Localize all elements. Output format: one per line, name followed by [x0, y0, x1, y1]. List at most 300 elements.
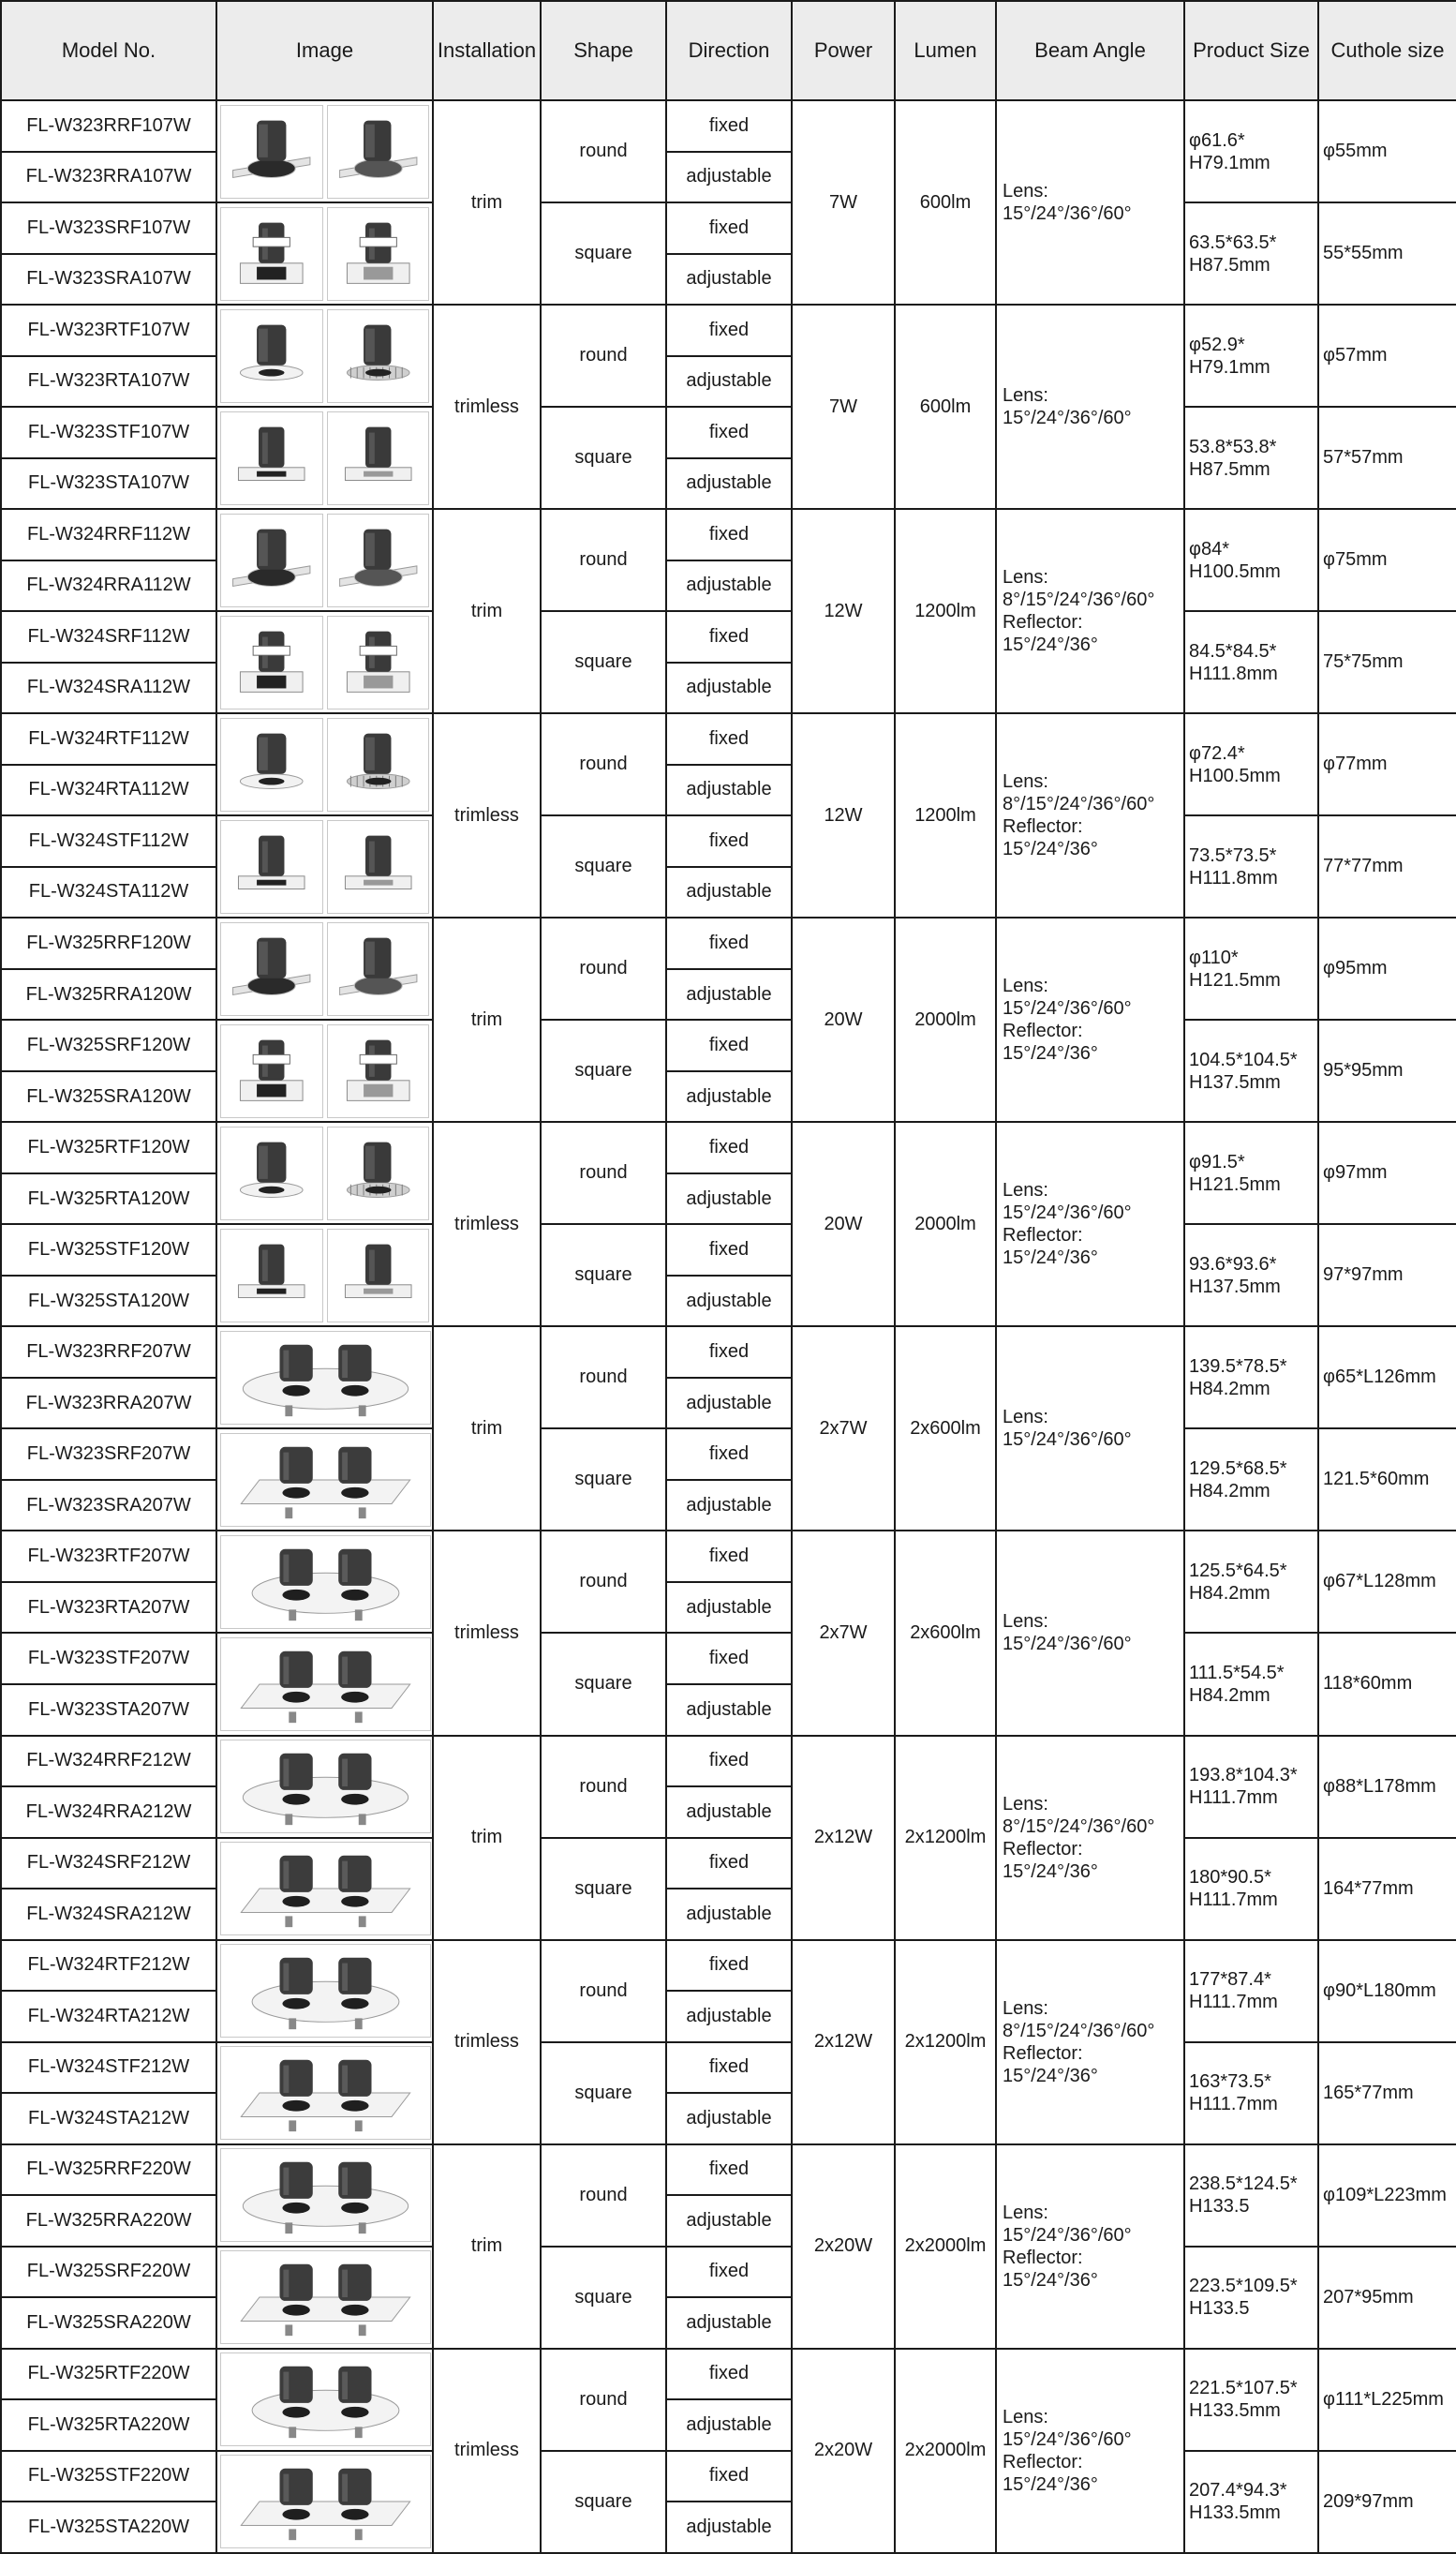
product-size-line: 53.8*53.8* [1189, 436, 1277, 457]
beam-angle-lines [1003, 1997, 1183, 2087]
product-image-pair [220, 1637, 429, 1731]
direction-value: adjustable [666, 152, 792, 203]
power-value: 2x20W [792, 2144, 895, 2349]
product-photo-adjustable [327, 309, 430, 403]
beam-angle-line: 15°/24°/36° [1003, 2269, 1098, 2291]
direction-value: fixed [666, 305, 792, 356]
product-photo [220, 1331, 431, 1425]
model-number: FL-W325SRA120W [1, 1071, 216, 1123]
table-row [1, 2349, 1456, 2400]
direction-value: fixed [666, 2247, 792, 2298]
table-row [1, 407, 1456, 458]
shape-value: square [541, 1428, 666, 1531]
product-photo-fixed [220, 1024, 323, 1118]
shape-value: round [541, 1326, 666, 1428]
model-number: FL-W323RRF207W [1, 1326, 216, 1378]
direction-value: adjustable [666, 867, 792, 919]
beam-angle-line: Reflector: [1003, 816, 1083, 838]
beam-angle-line: 15°/24°/36°/60° [1003, 408, 1132, 429]
table-row [1, 1122, 1456, 1173]
shape-value: square [541, 815, 666, 918]
shape-value: square [541, 2247, 666, 2349]
shape-value: round [541, 305, 666, 407]
model-number: FL-W324RRA212W [1, 1786, 216, 1838]
product-size-value [1184, 2042, 1318, 2144]
shape-value: square [541, 611, 666, 713]
model-number: FL-W323RTA207W [1, 1582, 216, 1634]
model-number: FL-W323STF107W [1, 407, 216, 458]
product-size-line: 84.5*84.5* [1189, 640, 1277, 662]
table-row [1, 2144, 1456, 2196]
direction-value: adjustable [666, 254, 792, 306]
shape-value: square [541, 1633, 666, 1735]
beam-angle-value [996, 1326, 1184, 1531]
product-size-line: 139.5*78.5* [1189, 1355, 1287, 1377]
power-value: 2x7W [792, 1531, 895, 1735]
beam-angle-value [996, 100, 1184, 305]
table-row [1, 1224, 1456, 1276]
installation-type: trim [433, 918, 541, 1122]
lumen-value: 2000lm [895, 1122, 996, 1326]
product-size-value [1184, 2144, 1318, 2247]
beam-angle-line: Lens: [1003, 1611, 1048, 1633]
model-number: FL-W324RTF212W [1, 1940, 216, 1992]
direction-value: adjustable [666, 2399, 792, 2451]
product-photo [220, 1637, 431, 1731]
product-size-line: H87.5mm [1189, 254, 1270, 276]
header-beam-angle: Beam Angle [996, 1, 1184, 100]
lumen-value: 2000lm [895, 918, 996, 1122]
header-direction: Direction [666, 1, 792, 100]
model-number: FL-W325RRF120W [1, 918, 216, 969]
direction-value: fixed [666, 202, 792, 254]
table-body [1, 100, 1456, 2553]
header-product-size: Product Size [1184, 1, 1318, 100]
beam-angle-lines [1003, 975, 1183, 1065]
shape-value: square [541, 2042, 666, 2144]
cuthole-size-value: 118*60mm [1318, 1633, 1456, 1735]
product-size-line: H111.7mm [1189, 1787, 1278, 1809]
direction-value: adjustable [666, 1173, 792, 1225]
product-size-line: 111.5*54.5* [1189, 1662, 1285, 1683]
beam-angle-line: 15°/24°/36°/60° [1003, 2428, 1132, 2450]
direction-value: fixed [666, 1736, 792, 1787]
product-size-line: 207.4*94.3* [1189, 2480, 1287, 2502]
product-image-pair [220, 1842, 429, 1935]
lumen-value: 1200lm [895, 713, 996, 918]
direction-value: adjustable [666, 1991, 792, 2042]
beam-angle-line: Reflector: [1003, 1838, 1083, 1859]
product-image-cell [216, 1122, 433, 1224]
direction-value: fixed [666, 1940, 792, 1992]
product-size-line: 63.5*63.5* [1189, 232, 1277, 253]
product-image-cell [216, 1428, 433, 1531]
lumen-value: 1200lm [895, 509, 996, 713]
direction-value: adjustable [666, 1889, 792, 1940]
product-photo [220, 1944, 431, 2038]
product-image-cell [216, 1326, 433, 1428]
installation-type: trimless [433, 1531, 541, 1735]
product-image-pair [220, 207, 429, 301]
installation-type: trim [433, 100, 541, 305]
power-value: 2x20W [792, 2349, 895, 2553]
direction-value: fixed [666, 815, 792, 867]
beam-angle-line: 8°/15°/24°/36°/60° [1003, 794, 1155, 815]
direction-value: fixed [666, 1531, 792, 1582]
cuthole-size-value: φ77mm [1318, 713, 1456, 815]
cuthole-size-value: 75*75mm [1318, 611, 1456, 713]
product-photo-fixed [220, 309, 323, 403]
header-row [1, 1, 1456, 100]
product-image-pair [220, 1535, 429, 1629]
product-image-pair [220, 2250, 429, 2344]
lumen-value: 2x600lm [895, 1326, 996, 1531]
product-size-line: H111.7mm [1189, 1992, 1278, 2013]
table-row [1, 1020, 1456, 1071]
product-size-value [1184, 611, 1318, 713]
cuthole-size-value: 165*77mm [1318, 2042, 1456, 2144]
header-model: Model No. [1, 1, 216, 100]
product-photo-fixed [220, 105, 323, 199]
product-photo-fixed [220, 616, 323, 709]
product-photo-fixed [220, 1229, 323, 1322]
cuthole-size-value: 207*95mm [1318, 2247, 1456, 2349]
lumen-value: 600lm [895, 100, 996, 305]
beam-angle-value [996, 713, 1184, 918]
installation-type: trimless [433, 1940, 541, 2144]
beam-angle-value [996, 2349, 1184, 2553]
product-size-line: H137.5mm [1189, 1276, 1281, 1297]
model-number: FL-W323SRA207W [1, 1480, 216, 1531]
header-cuthole-size: Cuthole size [1318, 1, 1456, 100]
product-size-line: H121.5mm [1189, 1173, 1281, 1195]
beam-angle-lines [1003, 384, 1183, 429]
beam-angle-value [996, 2144, 1184, 2349]
model-number: FL-W325STF120W [1, 1224, 216, 1276]
product-size-line: 223.5*109.5* [1189, 2276, 1298, 2297]
beam-angle-lines [1003, 1610, 1183, 1655]
beam-angle-lines [1003, 566, 1183, 656]
cuthole-size-value: φ88*L178mm [1318, 1736, 1456, 1838]
direction-value: adjustable [666, 969, 792, 1021]
cuthole-size-value: φ75mm [1318, 509, 1456, 611]
product-size-line: H133.5mm [1189, 2400, 1281, 2422]
direction-value: fixed [666, 1224, 792, 1276]
product-photo-fixed [220, 820, 323, 914]
product-size-line: φ91.5* [1189, 1151, 1245, 1172]
beam-angle-line: Lens: [1003, 976, 1048, 997]
direction-value: fixed [666, 1122, 792, 1173]
header-image: Image [216, 1, 433, 100]
product-size-line: H84.2mm [1189, 1480, 1270, 1501]
product-size-line: H79.1mm [1189, 356, 1270, 378]
product-size-value [1184, 1940, 1318, 2042]
table-row [1, 1531, 1456, 1582]
cuthole-size-value: φ67*L128mm [1318, 1531, 1456, 1633]
product-size-line: 73.5*73.5* [1189, 844, 1277, 866]
shape-value: square [541, 1838, 666, 1940]
product-photo [220, 2352, 431, 2446]
model-number: FL-W325STA220W [1, 2502, 216, 2553]
product-size-value [1184, 305, 1318, 407]
installation-type: trimless [433, 305, 541, 509]
beam-angle-line: Reflector: [1003, 1021, 1083, 1042]
beam-angle-line: 15°/24°/36°/60° [1003, 998, 1132, 1020]
cuthole-size-value: φ55mm [1318, 100, 1456, 202]
cuthole-size-value: 55*55mm [1318, 202, 1456, 305]
model-number: FL-W323RRA207W [1, 1378, 216, 1429]
table-row [1, 1326, 1456, 1378]
product-size-line: 125.5*64.5* [1189, 1560, 1287, 1581]
model-number: FL-W324STF212W [1, 2042, 216, 2094]
table-row [1, 100, 1456, 152]
product-image-cell [216, 202, 433, 305]
table-row [1, 611, 1456, 663]
beam-angle-line: Lens: [1003, 1180, 1048, 1202]
model-number: FL-W324RTA212W [1, 1991, 216, 2042]
cuthole-size-value: 95*95mm [1318, 1020, 1456, 1122]
direction-value: fixed [666, 611, 792, 663]
installation-type: trim [433, 1736, 541, 1940]
product-size-line: φ84* [1189, 538, 1229, 560]
direction-value: fixed [666, 1838, 792, 1889]
product-size-value [1184, 2451, 1318, 2553]
direction-value: adjustable [666, 1684, 792, 1736]
product-photo-fixed [220, 1127, 323, 1220]
table-row [1, 713, 1456, 765]
product-image-pair [220, 1740, 429, 1833]
product-size-line: H121.5mm [1189, 969, 1281, 991]
beam-angle-line: Lens: [1003, 1997, 1048, 2019]
product-photo-adjustable [327, 1229, 430, 1322]
product-size-value [1184, 1838, 1318, 1940]
product-photo-fixed [220, 207, 323, 301]
power-value: 7W [792, 100, 895, 305]
product-image-pair [220, 1229, 429, 1322]
beam-angle-line: Reflector: [1003, 612, 1083, 634]
product-size-value [1184, 2247, 1318, 2349]
product-size-line: H111.8mm [1189, 867, 1278, 889]
power-value: 2x12W [792, 1940, 895, 2144]
installation-type: trimless [433, 1122, 541, 1326]
product-image-cell [216, 1224, 433, 1326]
beam-angle-line: Lens: [1003, 385, 1048, 407]
header-shape: Shape [541, 1, 666, 100]
product-image-pair [220, 105, 429, 199]
product-image-cell [216, 2451, 433, 2553]
cuthole-size-value: 209*97mm [1318, 2451, 1456, 2553]
installation-type: trim [433, 509, 541, 713]
product-image-cell [216, 2247, 433, 2349]
beam-angle-lines [1003, 1406, 1183, 1451]
product-image-cell [216, 1531, 433, 1633]
product-size-value [1184, 1633, 1318, 1735]
table-row [1, 202, 1456, 254]
direction-value: fixed [666, 713, 792, 765]
product-photo-adjustable [327, 616, 430, 709]
product-size-line: H87.5mm [1189, 458, 1270, 480]
beam-angle-value [996, 305, 1184, 509]
model-number: FL-W324RRF112W [1, 509, 216, 560]
direction-value: fixed [666, 2042, 792, 2094]
product-photo [220, 1535, 431, 1629]
model-number: FL-W325RTA220W [1, 2399, 216, 2451]
beam-angle-value [996, 1940, 1184, 2144]
product-image-cell [216, 815, 433, 918]
product-photo-fixed [220, 514, 323, 607]
product-image-cell [216, 918, 433, 1020]
product-image-cell [216, 2349, 433, 2451]
model-number: FL-W324STF112W [1, 815, 216, 867]
product-size-value [1184, 815, 1318, 918]
beam-angle-lines [1003, 2406, 1183, 2496]
product-image-cell [216, 305, 433, 407]
product-photo-adjustable [327, 1127, 430, 1220]
model-number: FL-W323RRA107W [1, 152, 216, 203]
table-row [1, 1428, 1456, 1480]
product-image-cell [216, 611, 433, 713]
beam-angle-value [996, 1736, 1184, 1940]
shape-value: round [541, 918, 666, 1020]
direction-value: adjustable [666, 1378, 792, 1429]
beam-angle-line: 15°/24°/36°/60° [1003, 1429, 1132, 1451]
product-image-cell [216, 1736, 433, 1838]
product-size-line: 163*73.5* [1189, 2071, 1271, 2093]
product-size-value [1184, 1020, 1318, 1122]
product-photo-fixed [220, 718, 323, 812]
direction-value: adjustable [666, 1276, 792, 1327]
table-row [1, 1940, 1456, 1992]
cuthole-size-value: φ65*L126mm [1318, 1326, 1456, 1428]
product-size-line: 238.5*124.5* [1189, 2173, 1298, 2195]
lumen-value: 2x1200lm [895, 1940, 996, 2144]
lumen-value: 2x2000lm [895, 2144, 996, 2349]
beam-angle-lines [1003, 770, 1183, 860]
product-image-pair [220, 820, 429, 914]
product-image-cell [216, 1940, 433, 2042]
beam-angle-line: 8°/15°/24°/36°/60° [1003, 2020, 1155, 2041]
beam-angle-value [996, 1122, 1184, 1326]
direction-value: adjustable [666, 2093, 792, 2144]
power-value: 2x7W [792, 1326, 895, 1531]
product-size-value [1184, 1326, 1318, 1428]
product-image-pair [220, 2352, 429, 2446]
model-number: FL-W324RRA112W [1, 560, 216, 612]
shape-value: round [541, 1940, 666, 2042]
model-number: FL-W325SRA220W [1, 2297, 216, 2349]
model-number: FL-W323STF207W [1, 1633, 216, 1684]
product-image-pair [220, 616, 429, 709]
beam-angle-line: 15°/24°/36° [1003, 839, 1098, 860]
shape-value: round [541, 2144, 666, 2247]
cuthole-size-value: 121.5*60mm [1318, 1428, 1456, 1531]
model-number: FL-W325RTF220W [1, 2349, 216, 2400]
model-number: FL-W324RTA112W [1, 765, 216, 816]
table-row [1, 1633, 1456, 1684]
direction-value: adjustable [666, 2195, 792, 2247]
product-size-line: H100.5mm [1189, 560, 1281, 582]
shape-value: round [541, 509, 666, 611]
cuthole-size-value: φ95mm [1318, 918, 1456, 1020]
model-number: FL-W324STA112W [1, 867, 216, 919]
beam-angle-line: 15°/24°/36° [1003, 1860, 1098, 1882]
product-image-pair [220, 718, 429, 812]
product-size-line: φ72.4* [1189, 742, 1245, 764]
beam-angle-line: 15°/24°/36° [1003, 635, 1098, 656]
beam-angle-line: Lens: [1003, 2202, 1048, 2223]
cuthole-size-value: φ97mm [1318, 1122, 1456, 1224]
beam-angle-lines [1003, 1793, 1183, 1883]
shape-value: square [541, 202, 666, 305]
product-size-line: H111.7mm [1189, 2094, 1278, 2115]
beam-angle-line: Reflector: [1003, 2042, 1083, 2064]
product-image-cell [216, 1838, 433, 1940]
table-row [1, 305, 1456, 356]
beam-angle-line: 8°/15°/24°/36°/60° [1003, 1815, 1155, 1837]
lumen-value: 2x600lm [895, 1531, 996, 1735]
shape-value: round [541, 1122, 666, 1224]
beam-angle-line: 15°/24°/36°/60° [1003, 1202, 1132, 1224]
product-size-line: H84.2mm [1189, 1684, 1270, 1706]
model-number: FL-W324RTF112W [1, 713, 216, 765]
product-size-line: φ110* [1189, 947, 1239, 968]
product-photo-adjustable [327, 1024, 430, 1118]
product-size-line: H79.1mm [1189, 152, 1270, 173]
table-row [1, 2247, 1456, 2298]
direction-value: fixed [666, 1020, 792, 1071]
model-number: FL-W325RRA220W [1, 2195, 216, 2247]
cuthole-size-value: 57*57mm [1318, 407, 1456, 509]
cuthole-size-value: φ111*L225mm [1318, 2349, 1456, 2451]
model-number: FL-W325SRF220W [1, 2247, 216, 2298]
model-number: FL-W324RRF212W [1, 1736, 216, 1787]
product-photo-adjustable [327, 207, 430, 301]
installation-type: trimless [433, 2349, 541, 2553]
beam-angle-line: Lens: [1003, 181, 1048, 202]
model-number: FL-W324SRA212W [1, 1889, 216, 1940]
product-size-line: H133.5 [1189, 2298, 1250, 2320]
beam-angle-value [996, 918, 1184, 1122]
product-size-line: 129.5*68.5* [1189, 1457, 1287, 1479]
beam-angle-line: 8°/15°/24°/36°/60° [1003, 590, 1155, 611]
product-image-pair [220, 514, 429, 607]
table-row [1, 2042, 1456, 2094]
model-number: FL-W325RRA120W [1, 969, 216, 1021]
model-number: FL-W323RTF107W [1, 305, 216, 356]
shape-value: square [541, 1224, 666, 1326]
direction-value: fixed [666, 1428, 792, 1480]
installation-type: trimless [433, 713, 541, 918]
direction-value: fixed [666, 407, 792, 458]
cuthole-size-value: 77*77mm [1318, 815, 1456, 918]
product-photo [220, 1433, 431, 1527]
direction-value: adjustable [666, 560, 792, 612]
table-row [1, 1736, 1456, 1787]
installation-type: trim [433, 1326, 541, 1531]
lumen-value: 2x2000lm [895, 2349, 996, 2553]
product-size-value [1184, 1736, 1318, 1838]
direction-value: fixed [666, 2144, 792, 2196]
product-photo-adjustable [327, 514, 430, 607]
beam-angle-line: 15°/24°/36°/60° [1003, 1634, 1132, 1655]
product-size-line: H133.5 [1189, 2196, 1250, 2218]
product-size-value [1184, 1531, 1318, 1633]
table-row [1, 918, 1456, 969]
product-image-pair [220, 1944, 429, 2038]
product-size-line: H137.5mm [1189, 1071, 1281, 1093]
product-image-cell [216, 1020, 433, 1122]
table-row [1, 1838, 1456, 1889]
